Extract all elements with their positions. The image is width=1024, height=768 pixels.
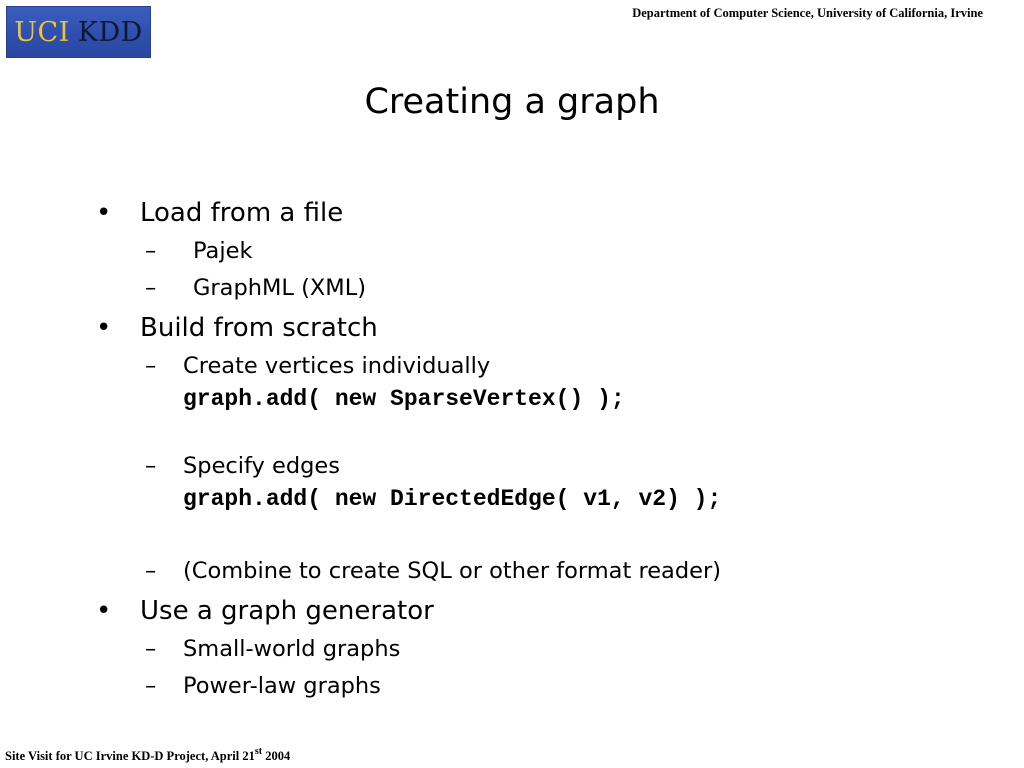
dash-icon: – bbox=[145, 275, 157, 301]
sub-bullet-label: Small-world graphs bbox=[183, 636, 401, 662]
bullet-dot-icon: • bbox=[96, 198, 112, 228]
sub-bullet-label: (Combine to create SQL or other format reader) bbox=[183, 558, 721, 584]
sub-bullet-label: GraphML (XML) bbox=[193, 275, 367, 301]
dash-icon: – bbox=[145, 636, 157, 662]
code-snippet: graph.add( new DirectedEdge( v1, v2) ); bbox=[183, 486, 722, 512]
logo-uci-text: UCI bbox=[14, 16, 70, 48]
dash-icon: – bbox=[145, 353, 157, 379]
footer-text: Site Visit for UC Irvine KD-D Project, April 21 bbox=[5, 749, 255, 763]
dash-icon: – bbox=[145, 673, 157, 699]
uci-kdd-logo bbox=[6, 6, 151, 58]
slide-title: Creating a graph bbox=[364, 82, 660, 122]
sub-bullet-label: Create vertices individually bbox=[183, 353, 491, 379]
bullet-dot-icon: • bbox=[96, 596, 112, 626]
sub-bullet-label: Specify edges bbox=[183, 453, 340, 479]
footer-year: 2004 bbox=[262, 749, 291, 763]
code-snippet: graph.add( new SparseVertex() ); bbox=[183, 386, 625, 412]
bullet-dot-icon: • bbox=[96, 313, 112, 343]
sub-bullet-label: Power-law graphs bbox=[183, 673, 381, 699]
dash-icon: – bbox=[145, 453, 157, 479]
slide-footer bbox=[5, 746, 290, 764]
bullet-label: Use a graph generator bbox=[140, 596, 434, 626]
bullet-label: Load from a file bbox=[140, 198, 344, 228]
department-header: Department of Computer Science, University of California, Irvine bbox=[632, 6, 983, 20]
bullet-label: Build from scratch bbox=[140, 313, 378, 343]
footer-superscript: st bbox=[254, 746, 263, 757]
dash-icon: – bbox=[145, 558, 157, 584]
dash-icon: – bbox=[145, 238, 157, 264]
logo-kdd-text: KDD bbox=[77, 16, 143, 48]
sub-bullet-label: Pajek bbox=[193, 238, 253, 264]
